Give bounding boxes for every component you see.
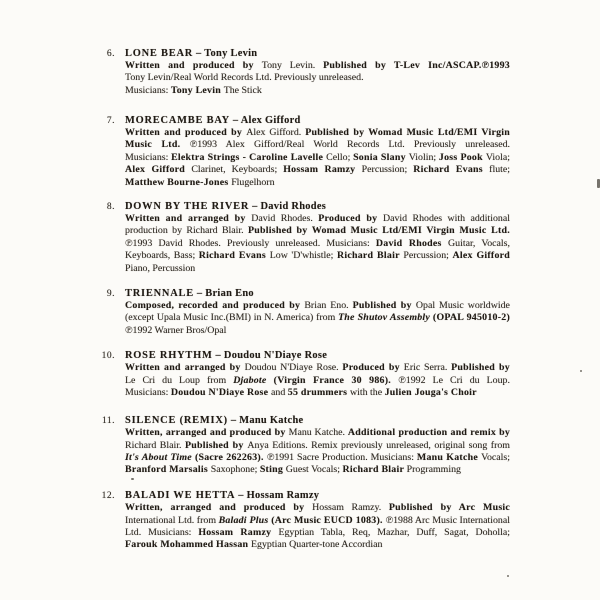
track-item	[106, 200, 511, 275]
track-heading	[125, 415, 510, 427]
credit-line-text	[125, 213, 510, 224]
credit-segment: Opal Music worldwide	[415, 300, 510, 312]
credit-segment: Music Ltd.	[125, 139, 190, 151]
credit-line-text	[125, 539, 382, 550]
track-item	[106, 114, 511, 189]
credit-segment: ℗1993 David Rhodes. Previously unreleased. Musicians:	[125, 237, 376, 249]
credit-segment: Musicians:	[125, 84, 171, 96]
track-artist: Doudou N'Diaye Rose	[223, 349, 328, 361]
credit-segment: Keyboards, Bass;	[125, 250, 199, 262]
credit-line	[125, 375, 510, 387]
credit-line-text	[125, 464, 461, 475]
credit-line	[125, 225, 510, 237]
credit-line	[125, 427, 510, 439]
credit-segment: Alex Gifford	[125, 164, 192, 176]
credit-line	[125, 515, 510, 527]
scan-artifact	[507, 575, 509, 577]
credit-segment: (Sacre 262263).	[194, 451, 267, 463]
track-title: SILENCE (REMIX)	[125, 414, 228, 426]
track-number: 7.	[106, 115, 115, 126]
credit-segment: Elektra Strings - Caroline Lavelle	[171, 151, 327, 163]
track-number: 6.	[106, 48, 115, 59]
track-number: 10.	[101, 350, 115, 361]
credit-segment: David Rhodes	[375, 237, 449, 249]
credit-segment: (OPAL 945010-2)	[432, 312, 511, 324]
credit-segment: Percussion;	[361, 164, 414, 176]
credit-segment: It's About Time	[125, 451, 195, 463]
credit-line-text	[125, 527, 510, 538]
credit-segment: Published by	[352, 300, 416, 312]
credit-segment: Saxophone;	[210, 464, 260, 476]
credit-segment: Percussion;	[403, 250, 453, 262]
heading-dash: –	[249, 200, 261, 212]
credit-line-text	[125, 440, 510, 451]
credit-line-text	[125, 127, 510, 138]
credit-segment: Sonia Slany	[353, 151, 409, 163]
credit-segment: Violin;	[408, 151, 439, 163]
credit-line-text	[125, 502, 510, 513]
credit-line	[125, 164, 510, 176]
credit-segment: Richard Evans	[198, 250, 270, 262]
credit-segment: Written and produced by	[125, 127, 247, 139]
credit-segment: Tony Levin.	[261, 60, 324, 71]
credit-segment: Richard Blair	[336, 250, 404, 262]
credit-line-text	[125, 300, 510, 311]
credit-segment: ℗1991 Sacre Production. Musicians:	[266, 451, 417, 463]
heading-dash: –	[227, 414, 240, 426]
credit-line	[125, 85, 510, 97]
credit-segment: Manu Katche	[416, 451, 482, 463]
credit-line	[125, 60, 510, 72]
credit-segment: production by Richard Blair.	[125, 225, 248, 237]
track-artist: Tony Levin	[204, 47, 258, 59]
credit-segment: Low 'D'whistle;	[269, 250, 337, 262]
credit-segment: Julien Jouga's Choir	[384, 386, 477, 398]
track-title: MORECAMBE BAY	[125, 114, 230, 126]
credit-segment: ℗1993 Alex Gifford/Real World Records Ltd. Previously unreleased.	[189, 139, 510, 151]
credit-segment: Doudou N'Diaye Rose	[170, 386, 272, 398]
credit-line	[125, 539, 510, 551]
credit-segment: Published by T-Lev Inc/ASCAP.℗1993	[323, 60, 510, 71]
track-heading	[125, 48, 510, 60]
credit-segment: Brian Eno.	[304, 300, 353, 312]
track-item	[101, 489, 511, 552]
scan-artifact	[580, 370, 582, 372]
credit-line	[125, 527, 510, 539]
credit-line-text	[125, 387, 477, 398]
credit-line-text	[125, 263, 195, 274]
credit-line	[125, 213, 510, 225]
credit-segment: Published by Arc Music	[388, 502, 511, 514]
credit-line-text	[125, 238, 510, 249]
credit-line	[125, 72, 510, 84]
credit-segment: Baladi Plus	[218, 514, 272, 526]
credit-segment: Djabote	[233, 374, 274, 386]
track-title: TRIENNALE	[125, 287, 194, 299]
credit-segment: ℗1988 Arc Music International	[385, 514, 510, 526]
credit-segment: Piano, Percussion	[125, 262, 196, 274]
track-title: LONE BEAR	[125, 47, 194, 59]
credit-line-text	[125, 362, 510, 373]
credit-segment: Guest Vocals;	[285, 464, 343, 476]
credit-line	[125, 464, 510, 476]
credit-segment: Matthew Bourne-Jones	[125, 176, 232, 188]
credit-segment: The Shutov Assembly	[338, 312, 433, 324]
track-artist: Manu Katche	[239, 414, 304, 426]
credit-segment: Le Cri du Loup from	[125, 374, 234, 386]
credit-segment: Musicians:	[125, 151, 172, 163]
credit-segment: Vocals;	[481, 451, 511, 463]
credit-segment: ℗1992 Le Cri du Loup.	[398, 374, 510, 386]
credit-segment: Alex Gifford	[452, 250, 511, 262]
booklet	[101, 47, 511, 552]
credit-line	[125, 362, 510, 374]
credit-segment: Written, arranged and produced by	[125, 427, 289, 439]
credit-segment: (Arc Music EUCD 1083).	[271, 514, 386, 526]
credit-segment: Alex Gifford.	[246, 127, 306, 139]
credit-line-text	[125, 164, 510, 175]
credit-line-text	[125, 312, 510, 323]
credit-line	[125, 300, 510, 312]
track-heading	[125, 350, 510, 362]
credit-segment: Produced by	[342, 362, 404, 374]
credit-segment: Branford Marsalis	[125, 464, 211, 476]
track-artist: David Rhodes	[260, 200, 327, 212]
credit-segment: Richard Blair.	[125, 439, 185, 451]
credit-segment: Programming	[406, 464, 461, 476]
track-title: BALADI WE HETTA	[125, 489, 236, 501]
credit-segment: Egyptian Quarter-tone Accordian	[251, 539, 383, 551]
credit-segment: Richard Evans	[413, 164, 490, 176]
credit-segment: Anya Editions. Remix previously unreleased, original song from	[247, 439, 510, 451]
scan-artifact	[131, 478, 134, 480]
credit-segment: Written and arranged by	[125, 213, 252, 225]
credit-segment: ℗1992 Warner Bros/Opal	[125, 324, 227, 336]
credit-line-text	[125, 85, 262, 96]
credit-segment: Hossam Ramzy	[283, 164, 362, 176]
track-item	[106, 47, 510, 98]
credit-segment: Farouk Mohammed Hassan	[125, 539, 252, 551]
track-heading	[125, 288, 510, 300]
credit-segment: David Rhodes.	[251, 213, 319, 225]
credit-line	[125, 502, 510, 514]
credit-segment: Richard Blair	[342, 464, 407, 476]
credit-line-text	[125, 515, 510, 526]
credit-line-text	[125, 177, 275, 188]
credit-segment: Hossam Ramzy.	[312, 502, 389, 514]
track-number: 9.	[106, 288, 115, 299]
credit-segment: Published by	[451, 362, 510, 374]
credit-segment: Produced by	[318, 213, 383, 225]
credit-line	[125, 250, 510, 262]
credit-segment: Manu Katche.	[288, 427, 348, 439]
credit-segment: 55 drummers	[287, 386, 350, 398]
credit-segment: and	[271, 386, 288, 398]
track-item	[101, 414, 511, 477]
credit-segment: Sting	[259, 464, 286, 476]
track-title: DOWN BY THE RIVER	[125, 200, 250, 212]
track-item	[106, 287, 511, 338]
scan-artifact	[597, 179, 600, 188]
track-heading	[125, 201, 510, 213]
credit-segment: Published by Womad Music Ltd/EMI Virgin Music Ltd.	[247, 225, 510, 237]
heading-dash: –	[193, 287, 206, 299]
credit-segment: Eric Serra.	[403, 362, 452, 374]
track-item	[101, 349, 510, 400]
credit-segment: Composed, recorded and produced by	[125, 300, 305, 312]
credit-segment: Egyptian Tabla, Req, Mazhar, Duff, Sagat, Doholla;	[278, 526, 511, 538]
track-artist: Alex Gifford	[240, 114, 301, 126]
credit-segment: Joss Pook	[438, 151, 486, 163]
credit-line-text	[125, 375, 510, 386]
credit-segment: flute;	[489, 164, 511, 176]
credit-segment: (Virgin France 30 986).	[273, 374, 399, 386]
credit-line	[125, 387, 510, 399]
heading-dash: –	[193, 47, 205, 59]
credit-segment: Tony Levin/Real World Records Ltd. Previously unreleased.	[125, 72, 364, 84]
credit-line-text	[125, 139, 510, 150]
credit-segment: with the	[350, 386, 385, 398]
credit-segment: Published by Womad Music Ltd/EMI Virgin	[305, 127, 510, 139]
credit-line-text	[125, 72, 364, 83]
track-heading	[125, 115, 510, 127]
credit-line-text	[125, 60, 510, 71]
credit-line	[125, 452, 510, 464]
credit-segment: Guitar, Vocals,	[448, 237, 510, 249]
credit-line	[125, 325, 510, 337]
track-heading	[125, 490, 510, 502]
credit-segment: Written, arranged and produced by	[125, 502, 313, 514]
credit-segment: Flugelhorn	[231, 176, 275, 188]
track-artist: Brian Eno	[205, 287, 254, 299]
credit-segment: Written and produced by	[125, 60, 262, 71]
credit-segment: Written and arranged by	[125, 362, 245, 374]
credit-segment: Doudou N'Diaye Rose.	[244, 362, 343, 374]
credit-segment: Published by	[184, 439, 248, 451]
credit-line	[125, 127, 510, 139]
credit-segment: David Rhodes with additional	[382, 213, 510, 225]
track-number: 11.	[101, 415, 115, 426]
credit-segment: Ltd. Musicians:	[125, 526, 199, 538]
credit-segment: International Ltd. from	[125, 514, 219, 526]
track-number: 12.	[101, 490, 115, 501]
credit-line-text	[125, 152, 510, 163]
credit-line	[125, 440, 510, 452]
credit-line	[125, 177, 510, 189]
heading-dash: –	[212, 349, 224, 361]
credit-line-text	[125, 325, 226, 336]
credit-segment: (except Upala Music Inc.(BMI) in N. America) from	[125, 312, 339, 324]
credit-segment: Cello;	[326, 151, 354, 163]
credit-segment: Viola;	[485, 151, 510, 163]
track-artist: Hossam Ramzy	[246, 489, 320, 501]
credit-segment: The Stick	[223, 84, 262, 96]
credit-segment: Additional production and remix by	[347, 427, 511, 439]
credit-line	[125, 312, 510, 324]
credit-line	[125, 263, 510, 275]
credit-segment: Clarinet, Keyboards;	[191, 164, 284, 176]
credit-line-text	[125, 250, 510, 261]
credit-segment: Tony Levin	[170, 84, 224, 96]
track-number: 8.	[106, 201, 115, 212]
credit-segment: Musicians:	[125, 386, 171, 398]
credit-line	[125, 152, 510, 164]
track-title: ROSE RHYTHM	[125, 349, 213, 361]
credit-line	[125, 238, 510, 250]
credit-line-text	[125, 452, 510, 463]
credit-line-text	[125, 225, 510, 236]
heading-dash: –	[235, 489, 247, 501]
credit-segment: Hossam Ramzy	[198, 526, 279, 538]
credit-line	[125, 139, 510, 151]
heading-dash: –	[229, 114, 241, 126]
credit-line-text	[125, 427, 510, 438]
